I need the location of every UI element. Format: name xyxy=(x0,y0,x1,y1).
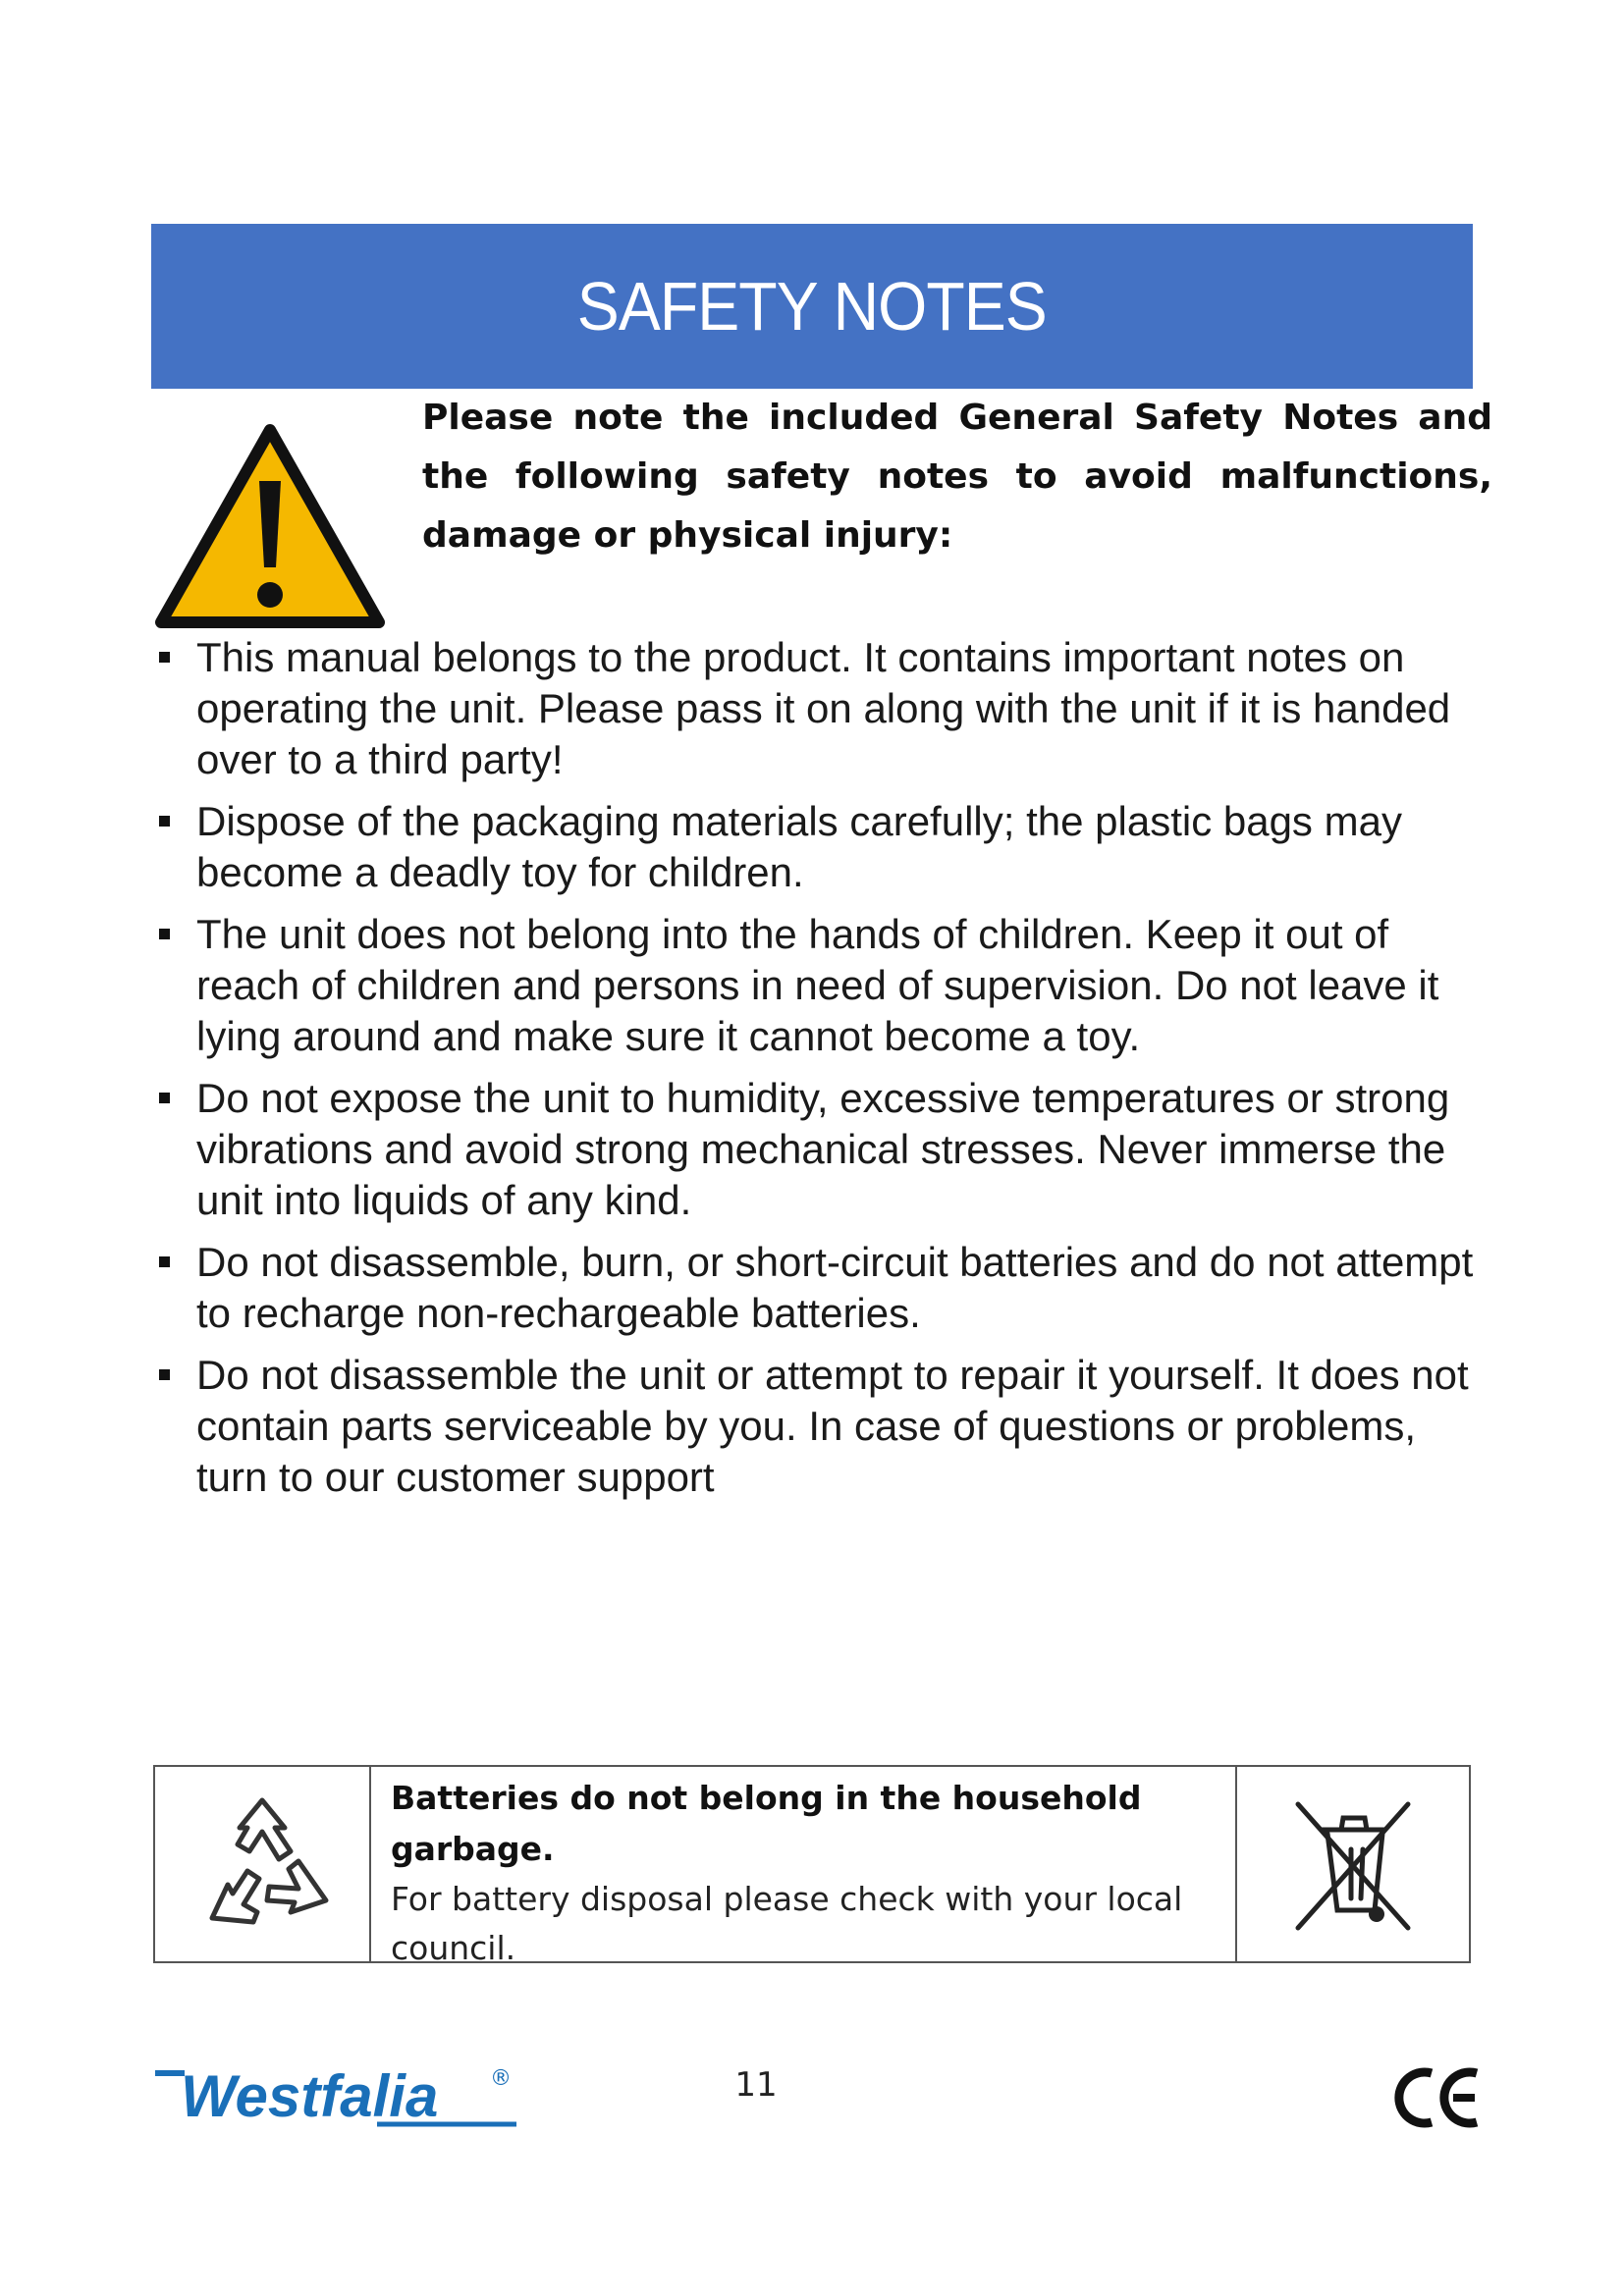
bullet-icon xyxy=(159,816,170,827)
crossed-out-bin-icon xyxy=(1284,1790,1422,1938)
safety-notes-list xyxy=(151,632,1487,1514)
note-text: The unit does not belong into the hands of children. Keep it out of reach of children and persons in need of supervision. Do not leave it lying around and make sure it cannot become a toy. xyxy=(196,911,1439,1059)
disposal-heading: Batteries do not belong in the household garbage. xyxy=(391,1779,1142,1868)
bin-cell xyxy=(1235,1767,1469,1961)
note-text: Do not disassemble the unit or attempt to repair it yourself. It does not contain parts serviceable by you. In case of questions or problems, turn to our customer support xyxy=(196,1352,1469,1500)
westfalia-logo xyxy=(151,2061,524,2130)
intro-text: Please note the included General Safety Notes and the following safety notes to avoid malfunctions, damage or physical injury: xyxy=(422,398,1492,556)
list-item xyxy=(151,1073,1487,1226)
note-text: Do not disassemble, burn, or short-circuit batteries and do not attempt to recharge non-rechargeable batteries. xyxy=(196,1239,1474,1336)
bullet-icon xyxy=(159,1256,170,1267)
bullet-icon xyxy=(159,1369,170,1380)
page-number: 11 xyxy=(734,2065,778,2105)
list-item xyxy=(151,1237,1487,1339)
note-text: Dispose of the packaging materials carefully; the plastic bags may become a deadly toy for children. xyxy=(196,798,1402,895)
battery-disposal-box xyxy=(153,1765,1471,1967)
logo-text: Westfalia xyxy=(181,2063,439,2129)
list-item xyxy=(151,632,1487,785)
disposal-text xyxy=(371,1767,1235,1967)
warning-triangle-icon xyxy=(151,420,389,632)
recycle-icon xyxy=(189,1790,336,1938)
list-item xyxy=(151,909,1487,1062)
bullet-icon xyxy=(159,1093,170,1103)
note-text: This manual belongs to the product. It contains important notes on operating the unit. Please pass it on along with the unit if it is handed over to a third party! xyxy=(196,634,1451,782)
header-band xyxy=(151,224,1473,389)
disposal-body: For battery disposal please check with your local council. xyxy=(391,1880,1183,1967)
bullet-icon xyxy=(159,929,170,939)
recycle-cell xyxy=(155,1767,371,1961)
bullet-icon xyxy=(159,652,170,663)
ce-mark-icon xyxy=(1392,2065,1483,2130)
page-title: SAFETY NOTES xyxy=(576,268,1048,345)
list-item xyxy=(151,796,1487,898)
list-item xyxy=(151,1350,1487,1503)
registered-mark: ® xyxy=(490,2066,512,2091)
note-text: Do not expose the unit to humidity, excessive temperatures or strong vibrations and avoid strong mechanical stresses. Never immerse the unit into liquids of any kind. xyxy=(196,1075,1450,1223)
